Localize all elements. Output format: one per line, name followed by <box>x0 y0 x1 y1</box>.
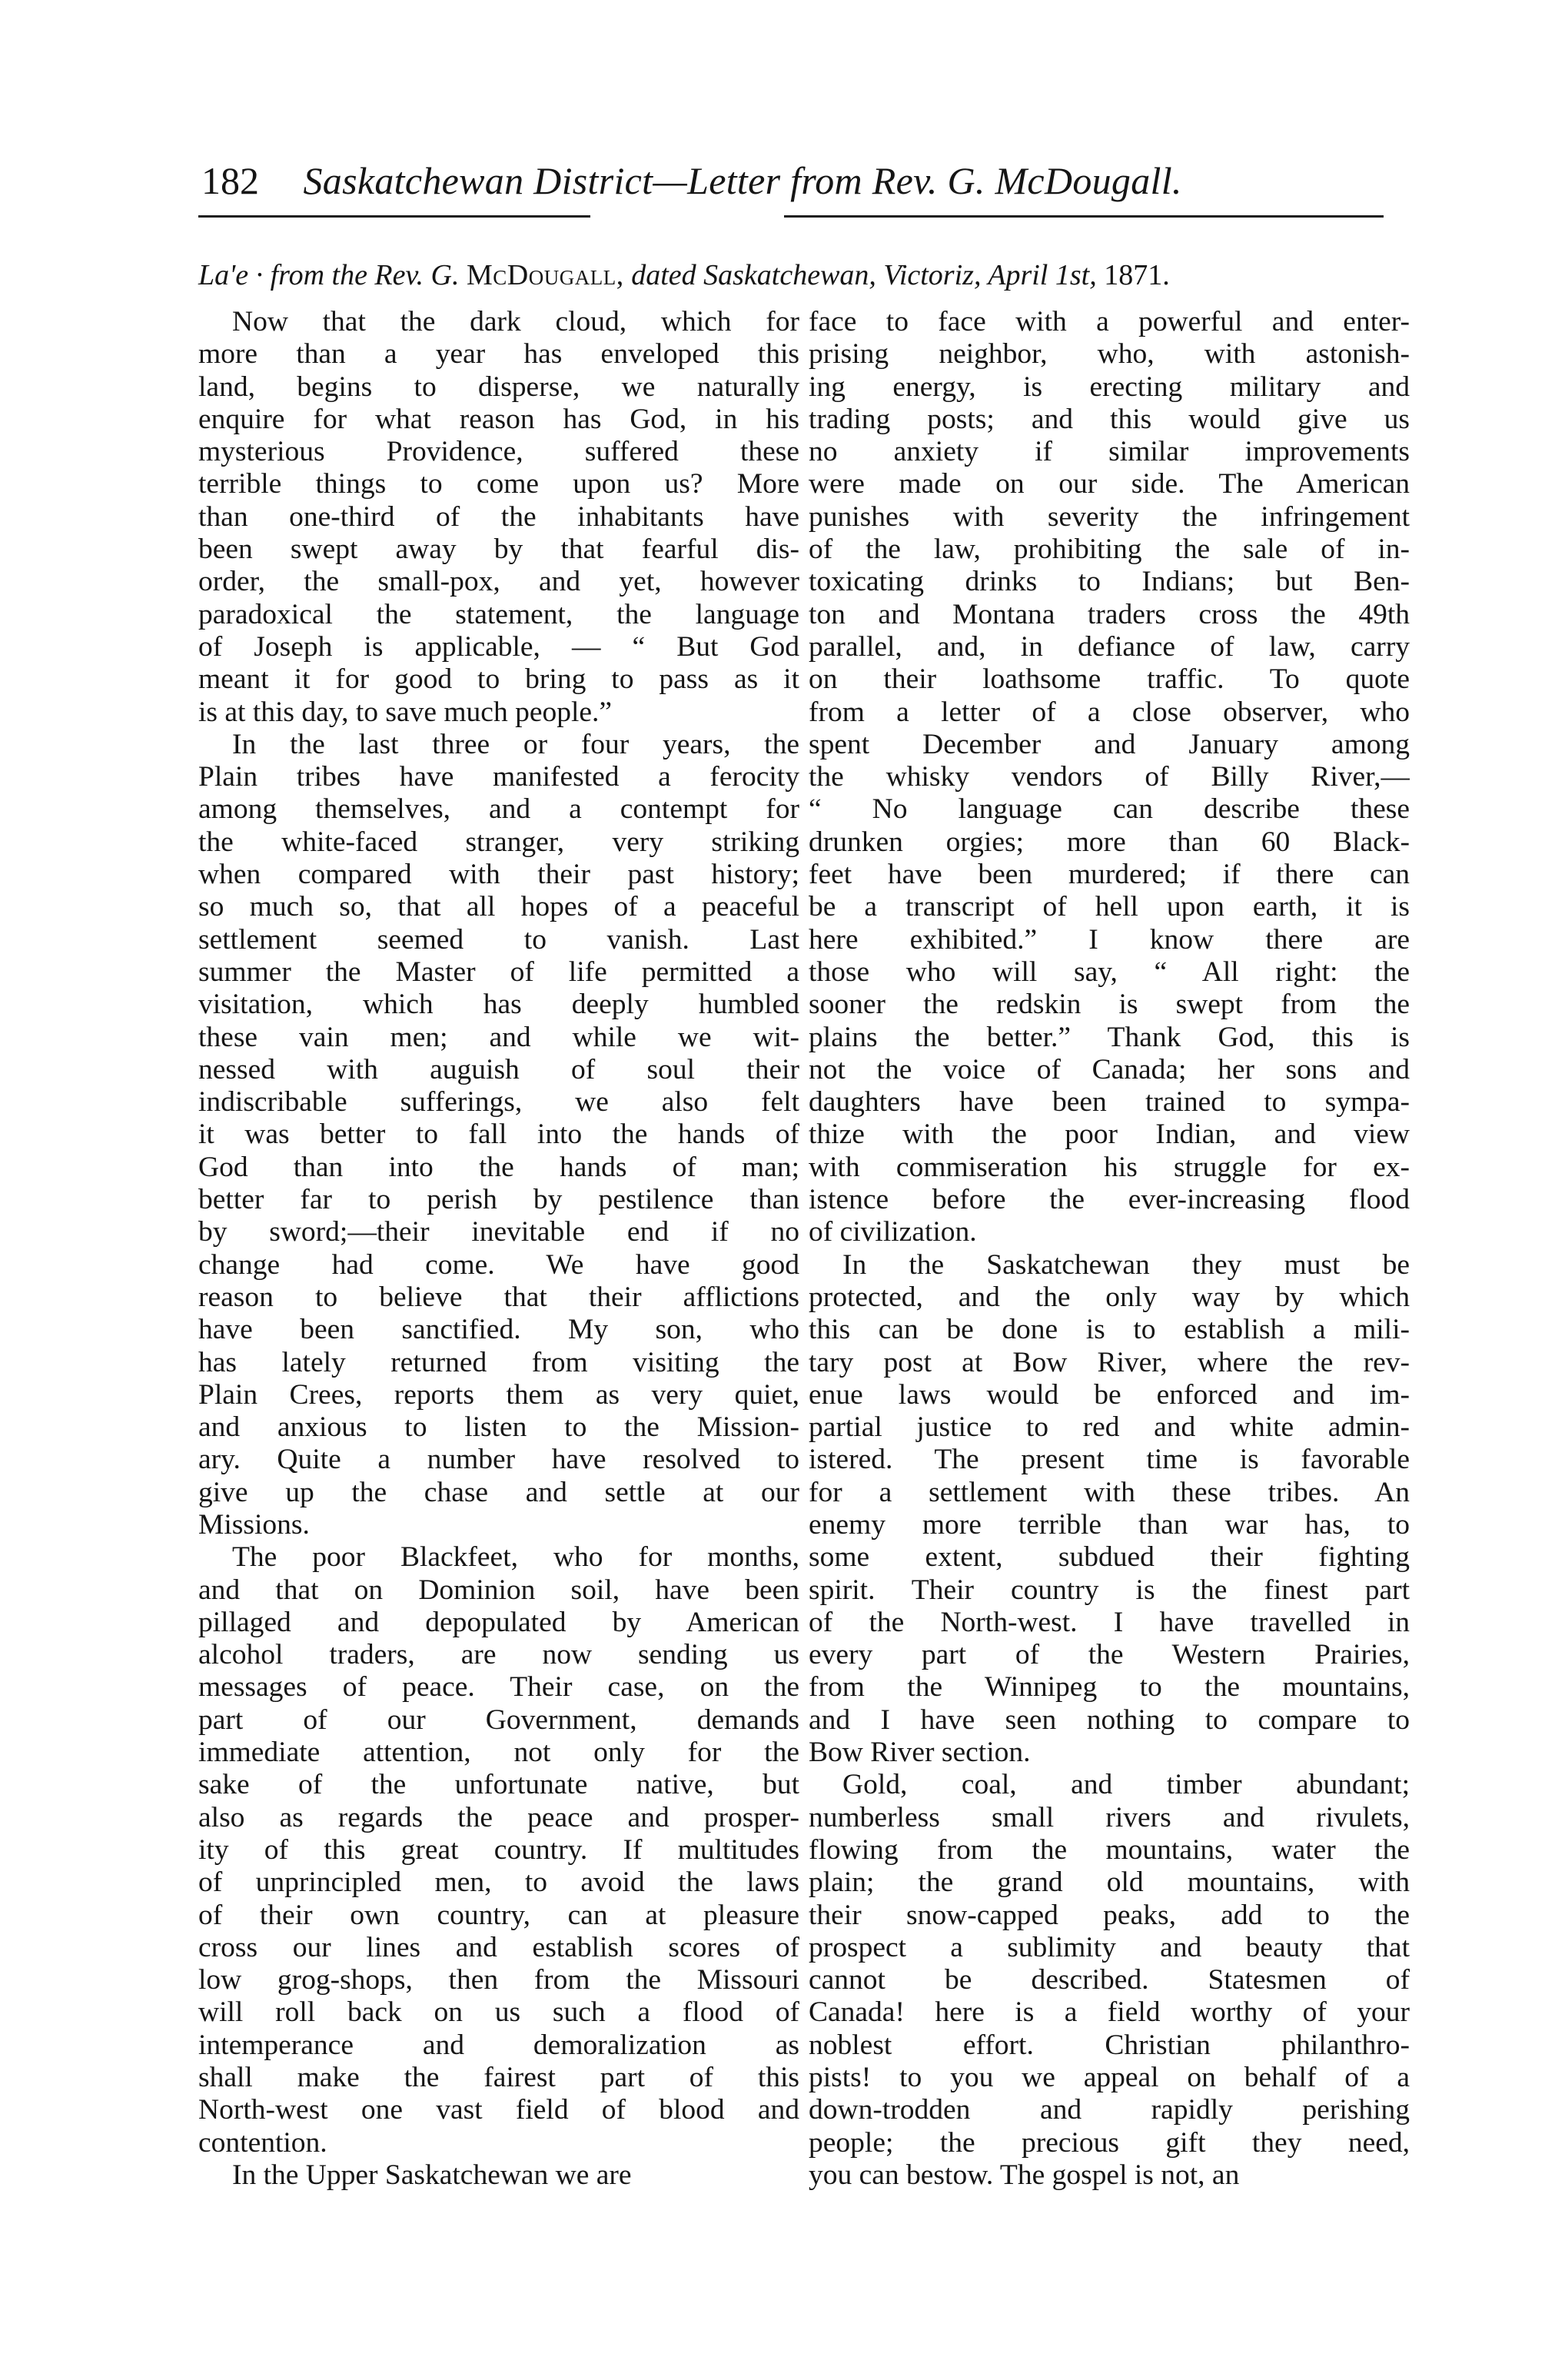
text-line: with commiseration his struggle for ex- <box>809 1151 1410 1183</box>
text-line: you can bestow. The gospel is not, an <box>809 2159 1240 2191</box>
text-line: In the last three or four years, the <box>232 728 799 760</box>
text-line: and I have seen nothing to compare to <box>809 1704 1410 1736</box>
text-line: trading posts; and this would give us <box>809 403 1410 435</box>
text-line: enemy more terrible than war has, to <box>809 1508 1410 1541</box>
text-line: partial justice to red and white admin- <box>809 1411 1410 1444</box>
text-line: also as regards the peace and prosper- <box>198 1801 799 1833</box>
text-line: prising neighbor, who, with astonish- <box>809 338 1410 371</box>
text-line: ton and Montana traders cross the 49th <box>809 598 1410 630</box>
text-line: contention. <box>198 2126 327 2159</box>
text-line: thize with the poor Indian, and view <box>809 1119 1410 1151</box>
text-line: and anxious to listen to the Mission- <box>198 1411 799 1444</box>
text-line: of unprincipled men, to avoid the laws <box>198 1866 799 1899</box>
text-line: Gold, coal, and timber abundant; <box>842 1769 1410 1801</box>
text-line: “ No language can describe these <box>809 793 1410 826</box>
text-line: will roll back on us such a flood of <box>198 1996 799 2029</box>
text-line: these vain men; and while we wit- <box>198 1021 799 1053</box>
text-line: it was better to fall into the hands of <box>198 1119 799 1151</box>
text-line: istered. The present time is favorable <box>809 1444 1410 1476</box>
text-line: visitation, which has deeply humbled <box>198 989 799 1021</box>
text-line: Plain tribes have manifested a ferocity <box>198 761 799 793</box>
text-line: is at this day, to save much people.” <box>198 696 613 728</box>
text-line: ary. Quite a number have resolved to <box>198 1444 799 1476</box>
text-line: North-west one vast field of blood and <box>198 2094 799 2126</box>
text-line: no anxiety if similar improvements <box>809 436 1410 468</box>
text-line: more than a year has enveloped this <box>198 338 799 371</box>
text-line: Plain Crees, reports them as very quiet, <box>198 1378 799 1411</box>
letter-heading-lead: La'e · from the Rev. G. <box>198 259 460 291</box>
text-line: has lately returned from visiting the <box>198 1346 799 1378</box>
text-line: feet have been murdered; if there can <box>809 859 1410 891</box>
text-line: better far to perish by pestilence than <box>198 1184 799 1216</box>
letter-heading <box>198 254 1390 297</box>
text-line: for a settlement with these tribes. An <box>809 1476 1410 1508</box>
text-line: pillaged and depopulated by American <box>198 1606 799 1638</box>
text-line: plain; the grand old mountains, with <box>809 1866 1410 1899</box>
text-line: istence before the ever-increasing flood <box>809 1184 1410 1216</box>
header-rule-right <box>784 215 1384 218</box>
text-line: of civilization. <box>809 1216 977 1248</box>
text-line: alcohol traders, are now sending us <box>198 1639 799 1671</box>
running-head <box>201 154 1400 208</box>
text-line: numberless small rivers and rivulets, <box>809 1801 1410 1833</box>
text-line: flowing from the mountains, water the <box>809 1833 1410 1866</box>
text-line: punishes with severity the infringement <box>809 500 1410 533</box>
letter-heading-surname: McDougall, <box>467 259 624 291</box>
text-line: tary post at Bow River, where the rev- <box>809 1346 1410 1378</box>
text-line: spirit. Their country is the finest part <box>809 1574 1410 1606</box>
text-line: been swept away by that fearful dis- <box>198 534 799 566</box>
text-line: sake of the unfortunate native, but <box>198 1769 799 1801</box>
text-line: every part of the Western Prairies, <box>809 1639 1410 1671</box>
text-line: the whisky vendors of Billy River,— <box>809 761 1410 793</box>
text-line: not the voice of Canada; her sons and <box>809 1053 1410 1085</box>
text-line: In the Upper Saskatchewan we are <box>232 2159 632 2191</box>
text-line: have been sanctified. My son, who <box>198 1314 799 1346</box>
text-line: so much so, that all hopes of a peaceful <box>198 891 799 923</box>
text-line: toxicating drinks to Indians; but Ben- <box>809 566 1410 598</box>
text-line: Missions. <box>198 1508 310 1541</box>
letter-heading-dated: dated Saskatchewan, Victoriz, April 1st, <box>631 259 1097 291</box>
text-line: give up the chase and settle at our <box>198 1476 799 1508</box>
text-line: of Joseph is applicable, — “ But God <box>198 630 799 663</box>
text-line: protected, and the only way by which <box>809 1281 1410 1313</box>
text-line: mysterious Providence, suffered these <box>198 436 799 468</box>
text-line: ing energy, is erecting military and <box>809 371 1410 403</box>
text-line: than one-third of the inhabitants have <box>198 500 799 533</box>
text-line: spent December and January among <box>809 728 1410 760</box>
text-line: this can be done is to establish a mili- <box>809 1314 1410 1346</box>
text-line: summer the Master of life permitted a <box>198 956 799 988</box>
text-line: Bow River section. <box>809 1737 1031 1769</box>
text-line: of the law, prohibiting the sale of in- <box>809 534 1410 566</box>
text-line: and that on Dominion soil, have been <box>198 1574 799 1606</box>
text-line: The poor Blackfeet, who for months, <box>232 1541 799 1574</box>
text-line: daughters have been trained to sympa- <box>809 1086 1410 1119</box>
right-text-column <box>809 306 1410 2305</box>
text-line: ity of this great country. If multitudes <box>198 1833 799 1866</box>
text-line: low grog-shops, then from the Missouri <box>198 1964 799 1996</box>
text-line: meant it for good to bring to pass as it <box>198 663 799 696</box>
text-line: In the Saskatchewan they must be <box>842 1248 1410 1281</box>
text-line: on their loathsome traffic. To quote <box>809 663 1410 696</box>
text-line: down-trodden and rapidly perishing <box>809 2094 1410 2126</box>
text-line: pists! to you we appeal on behalf of a <box>809 2062 1410 2094</box>
text-line: when compared with their past history; <box>198 859 799 891</box>
text-line: immediate attention, not only for the <box>198 1737 799 1769</box>
text-line: intemperance and demoralization as <box>198 2029 799 2061</box>
text-line: of the North-west. I have travelled in <box>809 1606 1410 1638</box>
text-line: noblest effort. Christian philanthro- <box>809 2029 1410 2061</box>
text-line: among themselves, and a contempt for <box>198 793 799 826</box>
text-line: cross our lines and establish scores of <box>198 1931 799 1963</box>
text-line: settlement seemed to vanish. Last <box>198 923 799 956</box>
text-line: shall make the fairest part of this <box>198 2062 799 2094</box>
text-line: part of our Government, demands <box>198 1704 799 1736</box>
text-line: change had come. We have good <box>198 1248 799 1281</box>
text-line: face to face with a powerful and enter- <box>809 306 1410 337</box>
text-line: order, the small-pox, and yet, however <box>198 566 799 598</box>
text-line: Canada! here is a field worthy of your <box>809 1996 1410 2029</box>
text-line: their snow-capped peaks, add to the <box>809 1899 1410 1931</box>
text-line: nessed with auguish of soul their <box>198 1053 799 1085</box>
text-line: prospect a sublimity and beauty that <box>809 1931 1410 1963</box>
text-line: reason to believe that their afflictions <box>198 1281 799 1313</box>
header-rule-left <box>198 215 590 218</box>
running-title: Saskatchewan District—Letter from Rev. G. McDougall. <box>303 159 1182 202</box>
text-line: here exhibited.” I know there are <box>809 923 1410 956</box>
text-line: from a letter of a close observer, who <box>809 696 1410 728</box>
text-line: drunken orgies; more than 60 Black- <box>809 826 1410 858</box>
text-line: indiscribable sufferings, we also felt <box>198 1086 799 1119</box>
letter-heading-year: 1871. <box>1104 259 1170 291</box>
text-line: cannot be described. Statesmen of <box>809 1964 1410 1996</box>
text-line: enquire for what reason has God, in his <box>198 403 799 435</box>
text-line: Now that the dark cloud, which for <box>232 306 799 337</box>
text-line: enue laws would be enforced and im- <box>809 1378 1410 1411</box>
text-line: some extent, subdued their fighting <box>809 1541 1410 1574</box>
text-line: from the Winnipeg to the mountains, <box>809 1671 1410 1704</box>
text-line: sooner the redskin is swept from the <box>809 989 1410 1021</box>
text-line: land, begins to disperse, we naturally <box>198 371 799 403</box>
text-line: by sword;—their inevitable end if no <box>198 1216 799 1248</box>
text-line: terrible things to come upon us? More <box>198 468 799 500</box>
text-line: be a transcript of hell upon earth, it is <box>809 891 1410 923</box>
text-line: God than into the hands of man; <box>198 1151 799 1183</box>
left-text-column <box>198 306 799 2305</box>
text-line: were made on our side. The American <box>809 468 1410 500</box>
text-line: those who will say, “ All right: the <box>809 956 1410 988</box>
text-line: the white-faced stranger, very striking <box>198 826 799 858</box>
text-line: plains the better.” Thank God, this is <box>809 1021 1410 1053</box>
text-line: paradoxical the statement, the language <box>198 598 799 630</box>
text-line: parallel, and, in defiance of law, carry <box>809 630 1410 663</box>
text-line: people; the precious gift they need, <box>809 2126 1410 2159</box>
text-line: messages of peace. Their case, on the <box>198 1671 799 1704</box>
text-line: of their own country, can at pleasure <box>198 1899 799 1931</box>
page-number: 182 <box>201 159 259 202</box>
